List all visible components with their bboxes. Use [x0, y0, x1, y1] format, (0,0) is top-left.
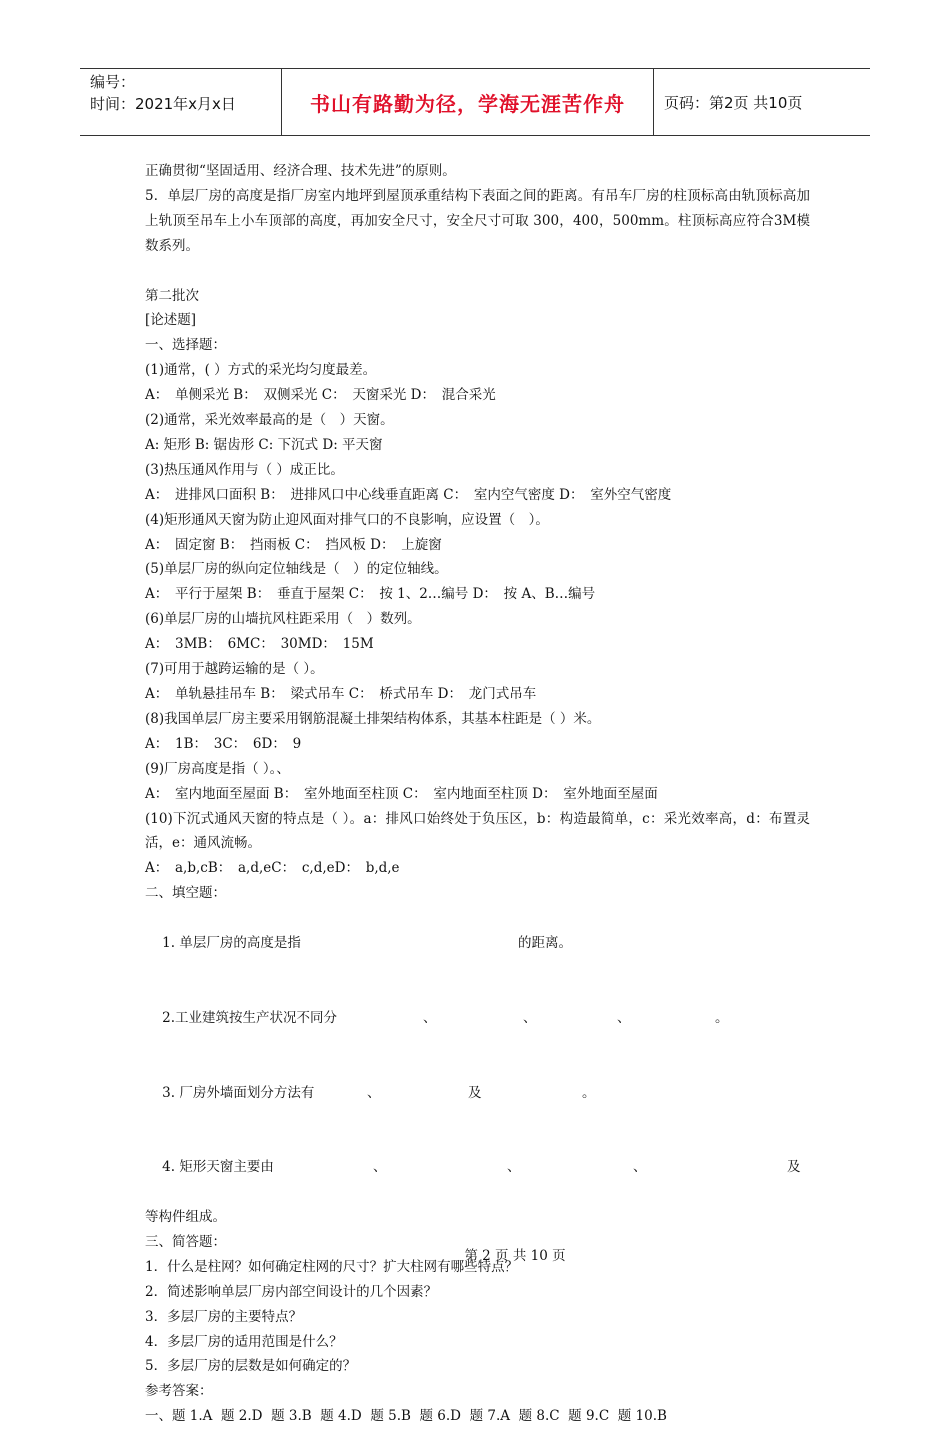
fill-text: 1. 单层厂房的高度是指 — [162, 935, 301, 952]
options-line: A： 平行于屋架 B： 垂直于屋架 C： 按 1、2…编号 D： 按 A、B…编号 — [145, 586, 596, 603]
fill-text: 3. 厂房外墙面划分方法有 — [162, 1084, 315, 1101]
fill-text: 、 — [507, 1159, 521, 1176]
question-line: 4．多层厂房的适用范围是什么？ — [145, 1333, 343, 1350]
question-line: (3)热压通风作用与（ ）成正比。 — [145, 461, 344, 478]
options-line: A： 单侧采光 B： 双侧采光 C： 天窗采光 D： 混合采光 — [145, 387, 496, 404]
header-page-info: 页码：第2页 共10页 — [664, 93, 803, 112]
number-label: 编号： — [90, 73, 136, 91]
page-footer: 第 2 页 共 10 页 — [464, 1248, 566, 1264]
section-title: 第二批次 — [145, 287, 199, 304]
fill-text: 、 — [373, 1159, 387, 1176]
page-header — [80, 68, 870, 136]
question-line: (10)下沉式通风天窗的特点是（ ）。a：排风口始终处于负压区，b：构造最简单，c：采光效率高，d：布置灵活，e：通风流畅。 — [145, 810, 810, 852]
question-line: (5)单层厂房的纵向定位轴线是（ ）的定位轴线。 — [145, 561, 448, 578]
fill-text: 、 — [367, 1084, 381, 1101]
text-line: 正确贯彻“坚固适用、经济合理、技术先进”的原则。 — [145, 163, 456, 179]
answers-heading: 参考答案： — [145, 1383, 213, 1400]
options-line: A： 单轨悬挂吊车 B： 梁式吊车 C： 桥式吊车 D： 龙门式吊车 — [145, 686, 537, 703]
question-line: (8)我国单层厂房主要采用钢筋混凝土排架结构体系，其基本柱距是（ ）米。 — [145, 710, 601, 727]
options-line: A： a,b,cB： a,d,eC： c,d,eD： b,d,e — [145, 860, 400, 877]
fill-text: 、 — [617, 1009, 631, 1026]
section-heading: 二、填空题： — [145, 885, 226, 902]
header-motto: 书山有路勤为径，学海无涯苦作舟 — [282, 69, 654, 135]
question-line: (9)厂房高度是指（ ）。、 — [145, 760, 290, 777]
text-line: 等构件组成。 — [145, 1209, 226, 1226]
options-line: A： 1B： 3C： 6D： 9 — [145, 735, 302, 752]
date-label: 时间：2021年x月x日 — [90, 95, 236, 113]
question-line: (2)通常，采光效率最高的是（ ）天窗。 — [145, 412, 394, 429]
header-meta — [80, 69, 282, 135]
fill-blank-line — [145, 1056, 810, 1131]
question-line: (6)单层厂房的山墙抗风柱距采用（ ）数列。 — [145, 611, 421, 628]
fill-text: 及 — [468, 1084, 482, 1101]
options-line: A： 固定窗 B： 挡雨板 C： 挡风板 D： 上旋窗 — [145, 536, 442, 553]
section-label: [论述题] — [145, 312, 197, 329]
document-body — [145, 159, 810, 1429]
section-heading: 三、简答题： — [145, 1233, 226, 1250]
fill-text: 。 — [582, 1084, 596, 1101]
options-line: A： 3MB： 6MC： 30MD： 15M — [145, 636, 374, 653]
fill-text: 4. 矩形天窗主要由 — [162, 1159, 274, 1176]
question-line: (4)矩形通风天窗为防止迎风面对排气口的不良影响，应设置（ ）。 — [145, 511, 549, 528]
fill-blank-line — [145, 1130, 810, 1205]
options-line: A： 室内地面至屋面 B： 室外地面至柱顶 C： 室内地面至柱顶 D： 室外地面至屋面 — [145, 785, 658, 802]
question-line: 2．简述影响单层厂房内部空间设计的几个因素？ — [145, 1283, 438, 1300]
text-paragraph: 5．单层厂房的高度是指厂房室内地坪到屋顶承重结构下表面之间的距离。有吊车厂房的柱顶标高由轨顶标高加上轨顶至吊车上小车顶部的高度，再加安全尺寸，安全尺寸可取 300，400，500mm。柱顶标高应符合3M模数系列。 — [145, 187, 810, 254]
options-line: A： 进排风口面积 B： 进排风口中心线垂直距离 C： 室内空气密度 D： 室外空气密度 — [145, 486, 672, 503]
fill-text: 、 — [633, 1159, 647, 1176]
blank-line — [145, 259, 810, 284]
fill-blank-line — [145, 906, 810, 981]
fill-text: 的距离。 — [518, 935, 572, 952]
options-line: A: 矩形 B: 锯齿形 C: 下沉式 D: 平天窗 — [145, 436, 383, 453]
fill-text: 及 — [787, 1159, 801, 1176]
question-line: 1．什么是柱网？如何确定柱网的尺寸？扩大柱网有哪些特点？ — [145, 1258, 519, 1275]
fill-text: 。 — [715, 1009, 729, 1026]
fill-blank-line — [145, 981, 810, 1056]
question-line: 3．多层厂房的主要特点？ — [145, 1308, 303, 1325]
fill-text: 2.工业建筑按生产状况不同分 — [162, 1009, 338, 1026]
question-line: (1)通常，( ）方式的采光均匀度最差。 — [145, 362, 377, 379]
question-line: (7)可用于越跨运输的是（ ）。 — [145, 661, 324, 678]
fill-text: 、 — [423, 1009, 437, 1026]
answers-line: 一、题 1.A 题 2.D 题 3.B 题 4.D 题 5.B 题 6.D 题 7.A 题 8.C 题 9.C 题 10.B — [145, 1408, 667, 1425]
section-heading: 一、选择题： — [145, 337, 226, 354]
question-line: 5．多层厂房的层数是如何确定的？ — [145, 1358, 357, 1375]
fill-text: 、 — [523, 1009, 537, 1026]
